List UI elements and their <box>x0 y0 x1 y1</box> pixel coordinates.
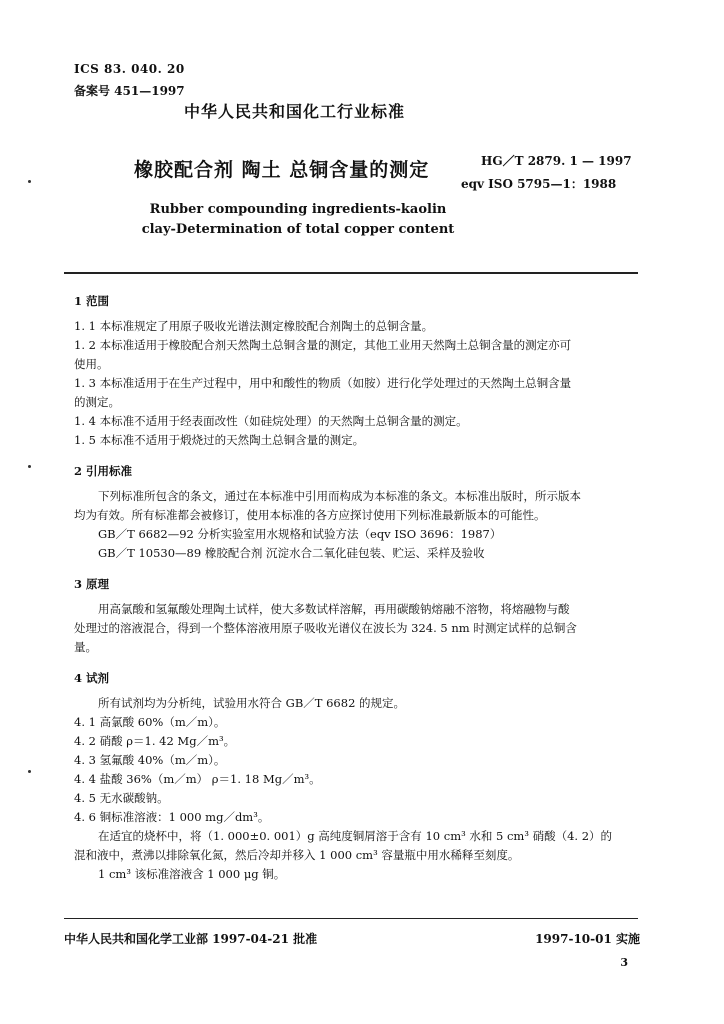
reagent-4-2: 4. 2 硝酸 ρ＝1. 42 Mg／m³。 <box>74 734 236 748</box>
principle-text-cont: 处理过的溶液混合，得到一个整体溶液用原子吸收光谱仪在波长为 324. 5 nm 时测定试样的总铜含 <box>74 621 577 635</box>
section-heading-references: 2 引用标准 <box>74 464 133 478</box>
references-intro-cont: 均为有效。所有标准都会被修订，使用本标准的各方应探讨使用下列标准最新版本的可能性。 <box>74 508 546 522</box>
ics-code: ICS 83. 040. 20 <box>74 62 185 76</box>
record-number: 备案号 451—1997 <box>74 84 185 98</box>
english-title-line-1: Rubber compounding ingredients-kaolin <box>149 202 447 217</box>
clause-1-3: 1. 3 本标准适用于在生产过程中，用中和酸性的物质（如胺）进行化学处理过的天然陶土总铜含量 <box>74 376 572 390</box>
principle-text-end: 量。 <box>74 640 97 654</box>
page-number: 3 <box>620 956 628 969</box>
reagent-4-6-concentration: 1 cm³ 该标准溶液含 1 000 μg 铜。 <box>98 867 286 881</box>
clause-1-4: 1. 4 本标准不适用于经表面改性（如硅烷处理）的天然陶土总铜含量的测定。 <box>74 414 468 428</box>
english-title-line-2: clay-Determination of total copper content <box>141 222 455 237</box>
effective-date: 1997-10-01 实施 <box>535 932 640 946</box>
reference-gb10530: GB／T 10530—89 橡胶配合剂 沉淀水合二氧化硅包装、贮运、采样及验收 <box>98 546 485 560</box>
reagent-4-6: 4. 6 铜标准溶液：1 000 mg／dm³。 <box>74 810 270 824</box>
footer-divider <box>64 918 638 919</box>
clause-1-3-cont: 的测定。 <box>74 395 120 409</box>
reagent-4-5: 4. 5 无水碳酸钠。 <box>74 791 169 805</box>
margin-dot <box>28 180 31 183</box>
reference-gb6682: GB／T 6682—92 分析实验室用水规格和试验方法（eqv ISO 3696：1987） <box>98 527 502 541</box>
equivalent-standard: eqv ISO 5795—1：1988 <box>461 177 617 191</box>
section-heading-reagents: 4 试剂 <box>74 671 110 685</box>
page-title: 橡胶配合剂 陶土 总铜含量的测定 <box>134 159 430 181</box>
margin-dot <box>28 770 31 773</box>
reagent-4-6-procedure: 在适宜的烧杯中，将（1. 000±0. 001）g 高纯度铜屑溶于含有 10 cm³ 水和 5 cm³ 硝酸（4. 2）的 <box>98 829 613 843</box>
clause-1-5: 1. 5 本标准不适用于煅烧过的天然陶土总铜含量的测定。 <box>74 433 365 447</box>
reagent-4-4: 4. 4 盐酸 36%（m／m） ρ＝1. 18 Mg／m³。 <box>74 772 321 786</box>
document-body <box>74 292 640 884</box>
references-intro: 下列标准所包含的条文，通过在本标准中引用而构成为本标准的条文。本标准出版时，所示版本 <box>98 489 581 503</box>
section-heading-scope: 1 范围 <box>74 294 110 308</box>
reagent-4-3: 4. 3 氢氟酸 40%（m／m）。 <box>74 753 226 767</box>
clause-1-2: 1. 2 本标准适用于橡胶配合剂天然陶土总铜含量的测定，其他工业用天然陶土总铜含量的测定亦可 <box>74 338 572 352</box>
principle-text: 用高氯酸和氢氟酸处理陶土试样，使大多数试样溶解，再用碳酸钠熔融不溶物，将熔融物与酸 <box>98 602 570 616</box>
section-heading-principle: 3 原理 <box>74 577 110 591</box>
clause-1-2-cont: 使用。 <box>74 357 109 371</box>
reagent-4-1: 4. 1 高氯酸 60%（m／m）。 <box>74 715 226 729</box>
margin-dot <box>28 465 31 468</box>
standard-category: 中华人民共和国化工行业标准 <box>184 102 406 121</box>
clause-1-1: 1. 1 本标准规定了用原子吸收光谱法测定橡胶配合剂陶土的总铜含量。 <box>74 319 434 333</box>
header-divider <box>64 272 638 274</box>
reagent-4-6-procedure-cont: 混和液中，煮沸以排除氧化氮，然后冷却并移入 1 000 cm³ 容量瓶中用水稀释至刻度。 <box>74 848 520 862</box>
standard-number: HG／T 2879. 1 — 1997 <box>481 154 632 168</box>
approval-statement: 中华人民共和国化学工业部 1997-04-21 批准 <box>64 932 318 946</box>
reagents-intro: 所有试剂均为分析纯，试验用水符合 GB／T 6682 的规定。 <box>98 696 406 710</box>
